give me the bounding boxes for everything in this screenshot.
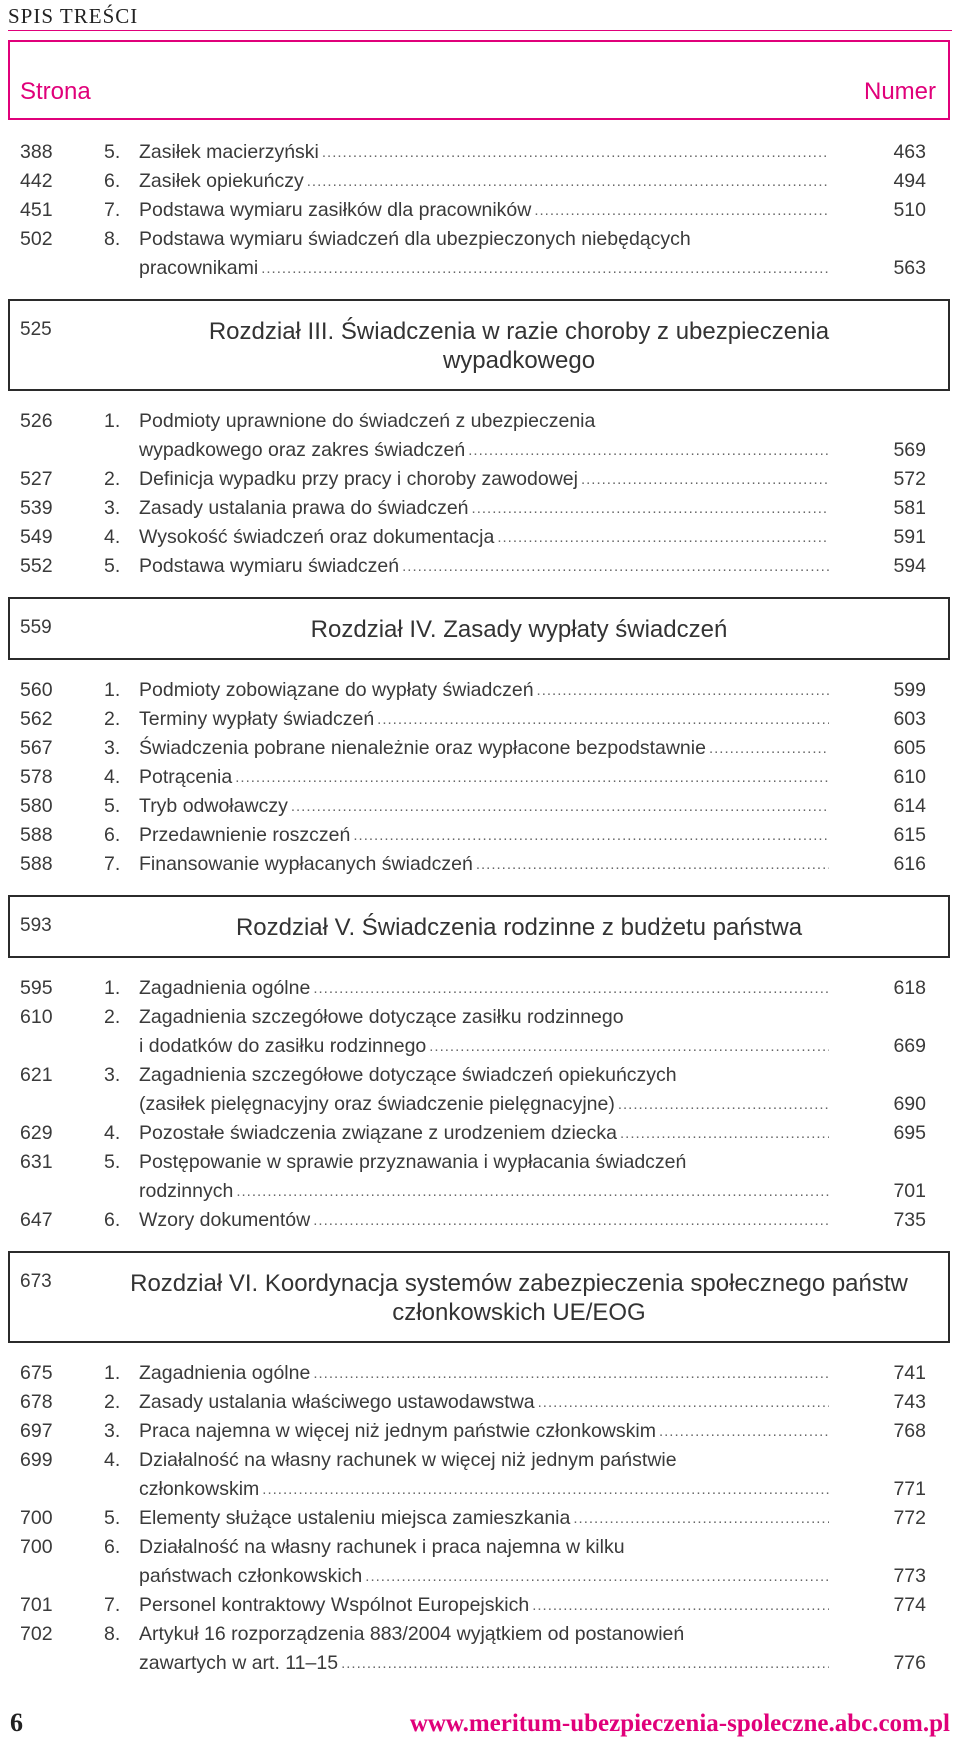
chapter-title[interactable]: Rozdział III. Świadczenia w razie choroby z ubezpieczenia wypadkowego xyxy=(208,318,830,374)
entry-number: 7. xyxy=(104,1594,121,1616)
entry-leader-line xyxy=(139,1504,829,1533)
entry-leader-line xyxy=(139,676,829,705)
entry-leader-line xyxy=(139,1417,829,1446)
entry-text xyxy=(139,1148,829,1206)
entry-text xyxy=(139,552,829,581)
dot-leader xyxy=(307,167,829,196)
entry-text xyxy=(139,1061,829,1119)
dot-leader xyxy=(236,1177,829,1206)
entry-leader-line xyxy=(139,734,829,763)
dot-leader xyxy=(618,1090,829,1119)
entry-title[interactable]: Zagadnienia ogólne xyxy=(139,1362,311,1384)
entry-number: 5. xyxy=(104,1151,121,1173)
entry-target-number: 494 xyxy=(893,170,926,192)
entry-page: 442 xyxy=(20,170,53,192)
entry-text xyxy=(139,1533,829,1591)
entry-text xyxy=(139,763,829,792)
entry-text xyxy=(139,734,829,763)
entry-number: 4. xyxy=(104,766,121,788)
entry-target-number: 776 xyxy=(893,1652,926,1674)
entry-target-number: 772 xyxy=(893,1507,926,1529)
entry-page: 647 xyxy=(20,1209,53,1231)
chapter-title[interactable]: Rozdział V. Świadczenia rodzinne z budżetu państwa xyxy=(235,914,803,941)
entry-target-number: 510 xyxy=(893,199,926,221)
entry-number: 3. xyxy=(104,497,121,519)
toc-entry[interactable] xyxy=(0,734,960,763)
entry-title[interactable]: wypadkowego oraz zakres świadczeń xyxy=(139,439,466,461)
entry-leader-line xyxy=(139,1090,829,1119)
entry-leader-line xyxy=(139,821,829,850)
entry-number: 1. xyxy=(104,410,121,432)
entry-text xyxy=(139,465,829,494)
entry-title-line: Artykuł 16 rozporządzenia 883/2004 wyjątkiem od postanowień xyxy=(139,1623,685,1645)
entry-target-number: 614 xyxy=(893,795,926,817)
toc-entry[interactable] xyxy=(0,705,960,734)
toc-entry[interactable] xyxy=(0,465,960,494)
toc-entry[interactable] xyxy=(0,1206,960,1235)
entry-leader-line xyxy=(139,436,829,465)
entry-number: 4. xyxy=(104,1449,121,1471)
dot-leader xyxy=(341,1649,829,1678)
dot-leader xyxy=(313,1359,829,1388)
entry-number: 2. xyxy=(104,468,121,490)
entry-number: 8. xyxy=(104,228,121,250)
entry-leader-line xyxy=(139,1359,829,1388)
entry-page: 578 xyxy=(20,766,53,788)
dot-leader xyxy=(313,974,829,1003)
entry-title-line: Postępowanie w sprawie przyznawania i wypłacania świadczeń xyxy=(139,1151,687,1173)
entry-target-number: 735 xyxy=(893,1209,926,1231)
entry-text xyxy=(139,850,829,879)
dot-leader xyxy=(534,196,829,225)
entry-page: 631 xyxy=(20,1151,53,1173)
entry-target-number: 581 xyxy=(893,497,926,519)
dot-leader xyxy=(235,763,829,792)
entry-text xyxy=(139,792,829,821)
toc-entry[interactable] xyxy=(0,1148,960,1206)
dot-leader xyxy=(497,523,829,552)
entry-text xyxy=(139,494,829,523)
page-title: SPIS TREŚCI xyxy=(8,4,139,28)
entry-number: 5. xyxy=(104,141,121,163)
entry-text xyxy=(139,1003,829,1061)
entry-target-number: 605 xyxy=(893,737,926,759)
entry-page: 588 xyxy=(20,853,53,875)
toc-entry[interactable] xyxy=(0,792,960,821)
entry-target-number: 701 xyxy=(893,1180,926,1202)
entry-number: 6. xyxy=(104,170,121,192)
toc-entry[interactable] xyxy=(0,1504,960,1533)
entry-target-number: 569 xyxy=(893,439,926,461)
dot-leader xyxy=(377,705,829,734)
entry-page: 697 xyxy=(20,1420,53,1442)
entry-title[interactable]: Personel kontraktowy Wspólnot Europejskich xyxy=(139,1594,530,1616)
entry-text xyxy=(139,974,829,1003)
dot-leader xyxy=(709,734,829,763)
entry-text xyxy=(139,1591,829,1620)
entry-title[interactable]: Praca najemna w więcej niż jednym państwie członkowskim xyxy=(139,1420,656,1442)
entry-target-number: 771 xyxy=(893,1478,926,1500)
entry-text xyxy=(139,1388,829,1417)
entry-text xyxy=(139,225,829,283)
entry-target-number: 615 xyxy=(893,824,926,846)
entry-title[interactable]: Podstawa wymiaru zasiłków dla pracowników xyxy=(139,199,532,221)
chapter-box xyxy=(8,299,950,391)
dot-leader xyxy=(472,494,829,523)
entry-page: 539 xyxy=(20,497,53,519)
toc-entry[interactable] xyxy=(0,1359,960,1388)
toc-entry[interactable] xyxy=(0,167,960,196)
entry-title[interactable]: Zasady ustalania prawa do świadczeń xyxy=(139,497,469,519)
toc-entry[interactable] xyxy=(0,196,960,225)
entry-leader-line xyxy=(139,254,829,283)
toc-entry[interactable] xyxy=(0,763,960,792)
entry-text xyxy=(139,1206,829,1235)
entry-target-number: 743 xyxy=(893,1391,926,1413)
entry-page: 699 xyxy=(20,1449,53,1471)
entry-text xyxy=(139,821,829,850)
entry-text xyxy=(139,167,829,196)
dot-leader xyxy=(538,1388,829,1417)
toc-entry[interactable] xyxy=(0,552,960,581)
entry-page: 702 xyxy=(20,1623,53,1645)
entry-number: 1. xyxy=(104,977,121,999)
entry-target-number: 563 xyxy=(893,257,926,279)
toc-entry[interactable] xyxy=(0,1620,960,1678)
entry-leader-line xyxy=(139,1591,829,1620)
chapter-title[interactable]: Rozdział IV. Zasady wypłaty świadczeń xyxy=(310,616,728,643)
entry-title[interactable]: pracownikami xyxy=(139,257,259,279)
dot-leader xyxy=(429,1032,829,1061)
entry-leader-line xyxy=(139,138,829,167)
entry-text xyxy=(139,1417,829,1446)
chapter-title[interactable]: Rozdział VI. Koordynacja systemów zabezpieczenia społecznego państw członkowskich UE/EOG xyxy=(130,1270,908,1326)
entry-leader-line xyxy=(139,494,829,523)
entry-number: 4. xyxy=(104,526,121,548)
entry-number: 6. xyxy=(104,824,121,846)
dot-leader xyxy=(313,1206,829,1235)
entry-text xyxy=(139,1359,829,1388)
entry-number: 2. xyxy=(104,708,121,730)
entry-leader-line xyxy=(139,850,829,879)
entry-number: 2. xyxy=(104,1391,121,1413)
entry-title[interactable]: Zasady ustalania właściwego ustawodawstwa xyxy=(139,1391,535,1413)
entry-text xyxy=(139,676,829,705)
entry-page: 388 xyxy=(20,141,53,163)
entry-leader-line xyxy=(139,974,829,1003)
entry-number: 6. xyxy=(104,1209,121,1231)
toc-entry[interactable] xyxy=(0,225,960,283)
entry-page: 595 xyxy=(20,977,53,999)
entry-leader-line xyxy=(139,763,829,792)
entry-target-number: 463 xyxy=(893,141,926,163)
entry-target-number: 768 xyxy=(893,1420,926,1442)
entry-title[interactable]: państwach członkowskich xyxy=(139,1565,363,1587)
chapter-box xyxy=(8,895,950,958)
entry-target-number: 695 xyxy=(893,1122,926,1144)
entry-target-number: 616 xyxy=(893,853,926,875)
entry-number: 1. xyxy=(104,679,121,701)
entry-page: 700 xyxy=(20,1536,53,1558)
entry-page: 502 xyxy=(20,228,53,250)
entry-leader-line xyxy=(139,1032,829,1061)
toc-entry[interactable] xyxy=(0,1003,960,1061)
entry-page: 527 xyxy=(20,468,53,490)
dot-leader xyxy=(659,1417,829,1446)
column-header-number: Numer xyxy=(863,78,936,105)
entry-text xyxy=(139,1446,829,1504)
toc-entry[interactable] xyxy=(0,1061,960,1119)
entry-number: 5. xyxy=(104,1507,121,1529)
chapter-box xyxy=(8,1251,950,1343)
entry-leader-line xyxy=(139,1206,829,1235)
toc-entry[interactable] xyxy=(0,1388,960,1417)
toc-entry[interactable] xyxy=(0,850,960,879)
entry-page: 675 xyxy=(20,1362,53,1384)
entry-target-number: 618 xyxy=(893,977,926,999)
column-header-box xyxy=(8,40,950,120)
entry-title[interactable]: Zasiłek macierzyński xyxy=(139,141,319,163)
entry-title[interactable]: członkowskim xyxy=(139,1478,260,1500)
chapter-page: 593 xyxy=(20,915,52,936)
entry-number: 1. xyxy=(104,1362,121,1384)
chapter-page: 525 xyxy=(20,319,52,340)
entry-title[interactable]: Finansowanie wypłacanych świadczeń xyxy=(139,853,473,875)
entry-leader-line xyxy=(139,1475,829,1504)
toc-entry[interactable] xyxy=(0,1417,960,1446)
entry-page: 701 xyxy=(20,1594,53,1616)
entry-title-line: Działalność na własny rachunek i praca najemna w kilku xyxy=(139,1536,625,1558)
dot-leader xyxy=(291,792,829,821)
entry-target-number: 610 xyxy=(893,766,926,788)
dot-leader xyxy=(402,552,829,581)
entry-number: 5. xyxy=(104,795,121,817)
chapter-page: 559 xyxy=(20,617,52,638)
entry-number: 6. xyxy=(104,1536,121,1558)
entry-text xyxy=(139,1119,829,1148)
entry-title-line: Podstawa wymiaru świadczeń dla ubezpieczonych niebędących xyxy=(139,228,691,250)
entry-text xyxy=(139,1620,829,1678)
entry-page: 562 xyxy=(20,708,53,730)
entry-title[interactable]: Definicja wypadku przy pracy i choroby zawodowej xyxy=(139,468,578,490)
entry-leader-line xyxy=(139,465,829,494)
dot-leader xyxy=(532,1591,829,1620)
entry-number: 3. xyxy=(104,1420,121,1442)
entry-target-number: 572 xyxy=(893,468,926,490)
chapter-page: 673 xyxy=(20,1271,52,1292)
entry-leader-line xyxy=(139,1177,829,1206)
entry-page: 567 xyxy=(20,737,53,759)
entry-title[interactable]: Zagadnienia ogólne xyxy=(139,977,311,999)
entry-page: 678 xyxy=(20,1391,53,1413)
entry-target-number: 669 xyxy=(893,1035,926,1057)
entry-title[interactable]: i dodatków do zasiłku rodzinnego xyxy=(139,1035,427,1057)
toc-entry[interactable] xyxy=(0,1119,960,1148)
entry-title[interactable]: zawartych w art. 11–15 xyxy=(139,1652,339,1674)
entry-number: 7. xyxy=(104,853,121,875)
column-header-page: Strona xyxy=(20,78,91,105)
entry-target-number: 594 xyxy=(893,555,926,577)
entry-leader-line xyxy=(139,196,829,225)
toc-entry[interactable] xyxy=(0,494,960,523)
entry-text xyxy=(139,705,829,734)
entry-leader-line xyxy=(139,1562,829,1591)
toc-entry[interactable] xyxy=(0,821,960,850)
dot-leader xyxy=(365,1562,829,1591)
entry-title[interactable]: Przedawnienie roszczeń xyxy=(139,824,351,846)
entry-target-number: 690 xyxy=(893,1093,926,1115)
entry-title-line: Podmioty uprawnione do świadczeń z ubezpieczenia xyxy=(139,410,596,432)
entry-target-number: 599 xyxy=(893,679,926,701)
entry-page: 610 xyxy=(20,1006,53,1028)
entry-number: 7. xyxy=(104,199,121,221)
toc-entry[interactable] xyxy=(0,138,960,167)
entry-target-number: 603 xyxy=(893,708,926,730)
footer-url[interactable]: www.meritum-ubezpieczenia-spoleczne.abc.com.pl xyxy=(409,1710,950,1737)
entry-title-line: Zagadnienia szczegółowe dotyczące zasiłku rodzinnego xyxy=(139,1006,624,1028)
entry-text xyxy=(139,407,829,465)
dot-leader xyxy=(262,1475,829,1504)
entry-page: 526 xyxy=(20,410,53,432)
entry-number: 8. xyxy=(104,1623,121,1645)
toc-entry[interactable] xyxy=(0,676,960,705)
dot-leader xyxy=(322,138,829,167)
entry-number: 2. xyxy=(104,1006,121,1028)
entry-leader-line xyxy=(139,1119,829,1148)
footer-page-number: 6 xyxy=(10,1708,23,1737)
entry-number: 3. xyxy=(104,737,121,759)
entry-text xyxy=(139,523,829,552)
entry-page: 580 xyxy=(20,795,53,817)
entry-text xyxy=(139,1504,829,1533)
entry-title[interactable]: Wysokość świadczeń oraz dokumentacja xyxy=(139,526,495,548)
dot-leader xyxy=(537,676,829,705)
entry-target-number: 591 xyxy=(893,526,926,548)
entry-title[interactable]: Wzory dokumentów xyxy=(139,1209,311,1231)
toc-entry[interactable] xyxy=(0,523,960,552)
entry-leader-line xyxy=(139,792,829,821)
entry-leader-line xyxy=(139,1649,829,1678)
toc-entry[interactable] xyxy=(0,407,960,465)
entry-target-number: 774 xyxy=(893,1594,926,1616)
entry-title[interactable]: Zasiłek opiekuńczy xyxy=(139,170,304,192)
entry-leader-line xyxy=(139,1388,829,1417)
entry-number: 4. xyxy=(104,1122,121,1144)
entry-title-line: Zagadnienia szczegółowe dotyczące świadczeń opiekuńczych xyxy=(139,1064,677,1086)
entry-leader-line xyxy=(139,552,829,581)
entry-page: 560 xyxy=(20,679,53,701)
entry-page: 588 xyxy=(20,824,53,846)
entry-page: 621 xyxy=(20,1064,53,1086)
entry-title[interactable]: Podstawa wymiaru świadczeń xyxy=(139,555,400,577)
entry-target-number: 741 xyxy=(893,1362,926,1384)
entry-page: 700 xyxy=(20,1507,53,1529)
dot-leader xyxy=(476,850,829,879)
entry-title[interactable]: (zasiłek pielęgnacyjny oraz świadczenie pielęgnacyjne) xyxy=(139,1093,615,1115)
dot-leader xyxy=(468,436,829,465)
entry-title[interactable]: Terminy wypłaty świadczeń xyxy=(139,708,375,730)
toc-entry[interactable] xyxy=(0,1533,960,1591)
toc-entry[interactable] xyxy=(0,1591,960,1620)
entry-title[interactable]: Świadczenia pobrane nienależnie oraz wypłacone bezpodstawnie xyxy=(139,737,706,759)
title-rule xyxy=(8,30,952,31)
entry-title[interactable]: Tryb odwoławczy xyxy=(139,795,288,817)
entry-target-number: 773 xyxy=(893,1565,926,1587)
entry-text xyxy=(139,196,829,225)
entry-page: 552 xyxy=(20,555,53,577)
entry-page: 549 xyxy=(20,526,53,548)
entry-title[interactable]: rodzinnych xyxy=(139,1180,234,1202)
dot-leader xyxy=(573,1504,829,1533)
table-of-contents xyxy=(0,138,960,1678)
toc-entry[interactable] xyxy=(0,974,960,1003)
entry-title[interactable]: Elementy służące ustaleniu miejsca zamieszkania xyxy=(139,1507,571,1529)
dot-leader xyxy=(581,465,829,494)
entry-title[interactable]: Podmioty zobowiązane do wypłaty świadczeń xyxy=(139,679,534,701)
entry-number: 5. xyxy=(104,555,121,577)
entry-title[interactable]: Pozostałe świadczenia związane z urodzeniem dziecka xyxy=(139,1122,617,1144)
dot-leader xyxy=(620,1119,829,1148)
entry-page: 629 xyxy=(20,1122,53,1144)
dot-leader xyxy=(261,254,829,283)
entry-text xyxy=(139,138,829,167)
entry-number: 3. xyxy=(104,1064,121,1086)
entry-title-line: Działalność na własny rachunek w więcej niż jednym państwie xyxy=(139,1449,677,1471)
dot-leader xyxy=(353,821,829,850)
toc-entry[interactable] xyxy=(0,1446,960,1504)
entry-leader-line xyxy=(139,705,829,734)
entry-leader-line xyxy=(139,167,829,196)
entry-title[interactable]: Potrącenia xyxy=(139,766,233,788)
entry-leader-line xyxy=(139,523,829,552)
entry-page: 451 xyxy=(20,199,53,221)
chapter-box xyxy=(8,597,950,660)
